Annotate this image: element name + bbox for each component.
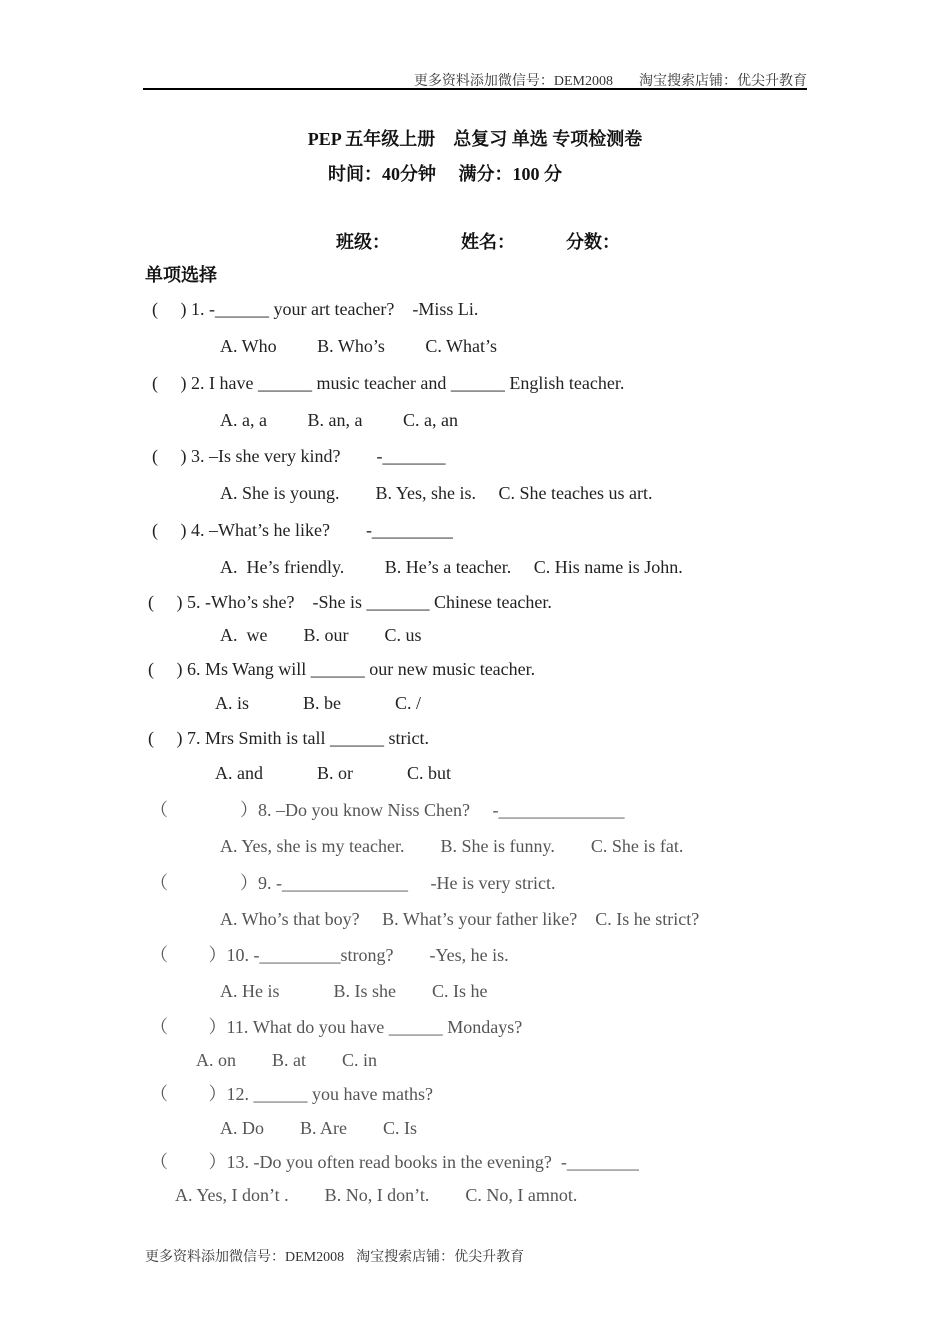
question-7: ( ) 7. Mrs Smith is tall ______ strict. — [148, 728, 429, 748]
score-label: 分数： — [566, 232, 620, 252]
question-4: ( ) 4. –What’s he like? -_________ — [152, 520, 453, 540]
question-11: （ ）11. What do you have ______ Mondays? — [150, 1017, 523, 1037]
options-3: A. She is young. B. Yes, she is. C. She teaches us art. — [220, 483, 653, 503]
options-5: A. we B. our C. us — [220, 625, 422, 645]
options-10: A. He is B. Is she C. Is he — [220, 981, 488, 1001]
question-10: （ ）10. -_________strong? -Yes, he is. — [150, 945, 509, 965]
options-6: A. is B. be C. / — [215, 693, 422, 713]
footer-shop: 淘宝搜索店铺：优尖升教育 — [356, 1250, 525, 1265]
options-11: A. on B. at C. in — [196, 1050, 378, 1070]
options-1: A. Who B. Who’s C. What’s — [220, 336, 498, 356]
class-label: 班级： — [336, 232, 390, 252]
options-4: A. He’s friendly. B. He’s a teacher. C. His name is John. — [220, 557, 683, 577]
question-12: （ ）12. ______ you have maths? — [150, 1084, 433, 1104]
document-title: PEP 五年级上册 总复习 单选 专项检测卷 — [307, 129, 643, 149]
page-footer — [145, 1246, 524, 1266]
header-shop: 淘宝搜索店铺：优尖升教育 — [639, 74, 807, 89]
options-8: A. Yes, she is my teacher. B. She is funny. C. She is fat. — [220, 836, 684, 856]
header-wechat: 更多资料添加微信号：DEM2008 — [413, 74, 613, 89]
question-1: ( ) 1. -______ your art teacher? -Miss Li. — [152, 299, 479, 319]
options-13: A. Yes, I don’t . B. No, I don’t. C. No, I amnot. — [175, 1185, 578, 1205]
question-5: ( ) 5. -Who’s she? -She is _______ Chinese teacher. — [148, 592, 552, 612]
options-2: A. a, a B. an, a C. a, an — [220, 410, 458, 430]
question-13: （ ）13. -Do you often read books in the evening? -________ — [150, 1152, 639, 1172]
options-9: A. Who’s that boy? B. What’s your father like? C. Is he strict? — [220, 909, 700, 929]
footer-wechat: 更多资料添加微信号：DEM2008 — [145, 1250, 345, 1265]
question-3: ( ) 3. –Is she very kind? -_______ — [152, 446, 446, 466]
section-title: 单项选择 — [145, 265, 217, 285]
name-label: 姓名： — [461, 232, 515, 252]
question-9: （ ）9. -______________ -He is very strict. — [150, 873, 556, 893]
question-2: ( ) 2. I have ______ music teacher and ______ English teacher. — [152, 373, 625, 393]
page-header — [143, 70, 807, 90]
options-7: A. and B. or C. but — [215, 763, 451, 783]
question-6: ( ) 6. Ms Wang will ______ our new music teacher. — [148, 659, 536, 679]
question-8: （ ）8. –Do you know Niss Chen? -______________ — [150, 800, 625, 820]
student-info-line — [336, 228, 620, 254]
time-score-line: 时间：40分钟 满分：100 分 — [328, 164, 562, 184]
options-12: A. Do B. Are C. Is — [220, 1118, 417, 1138]
